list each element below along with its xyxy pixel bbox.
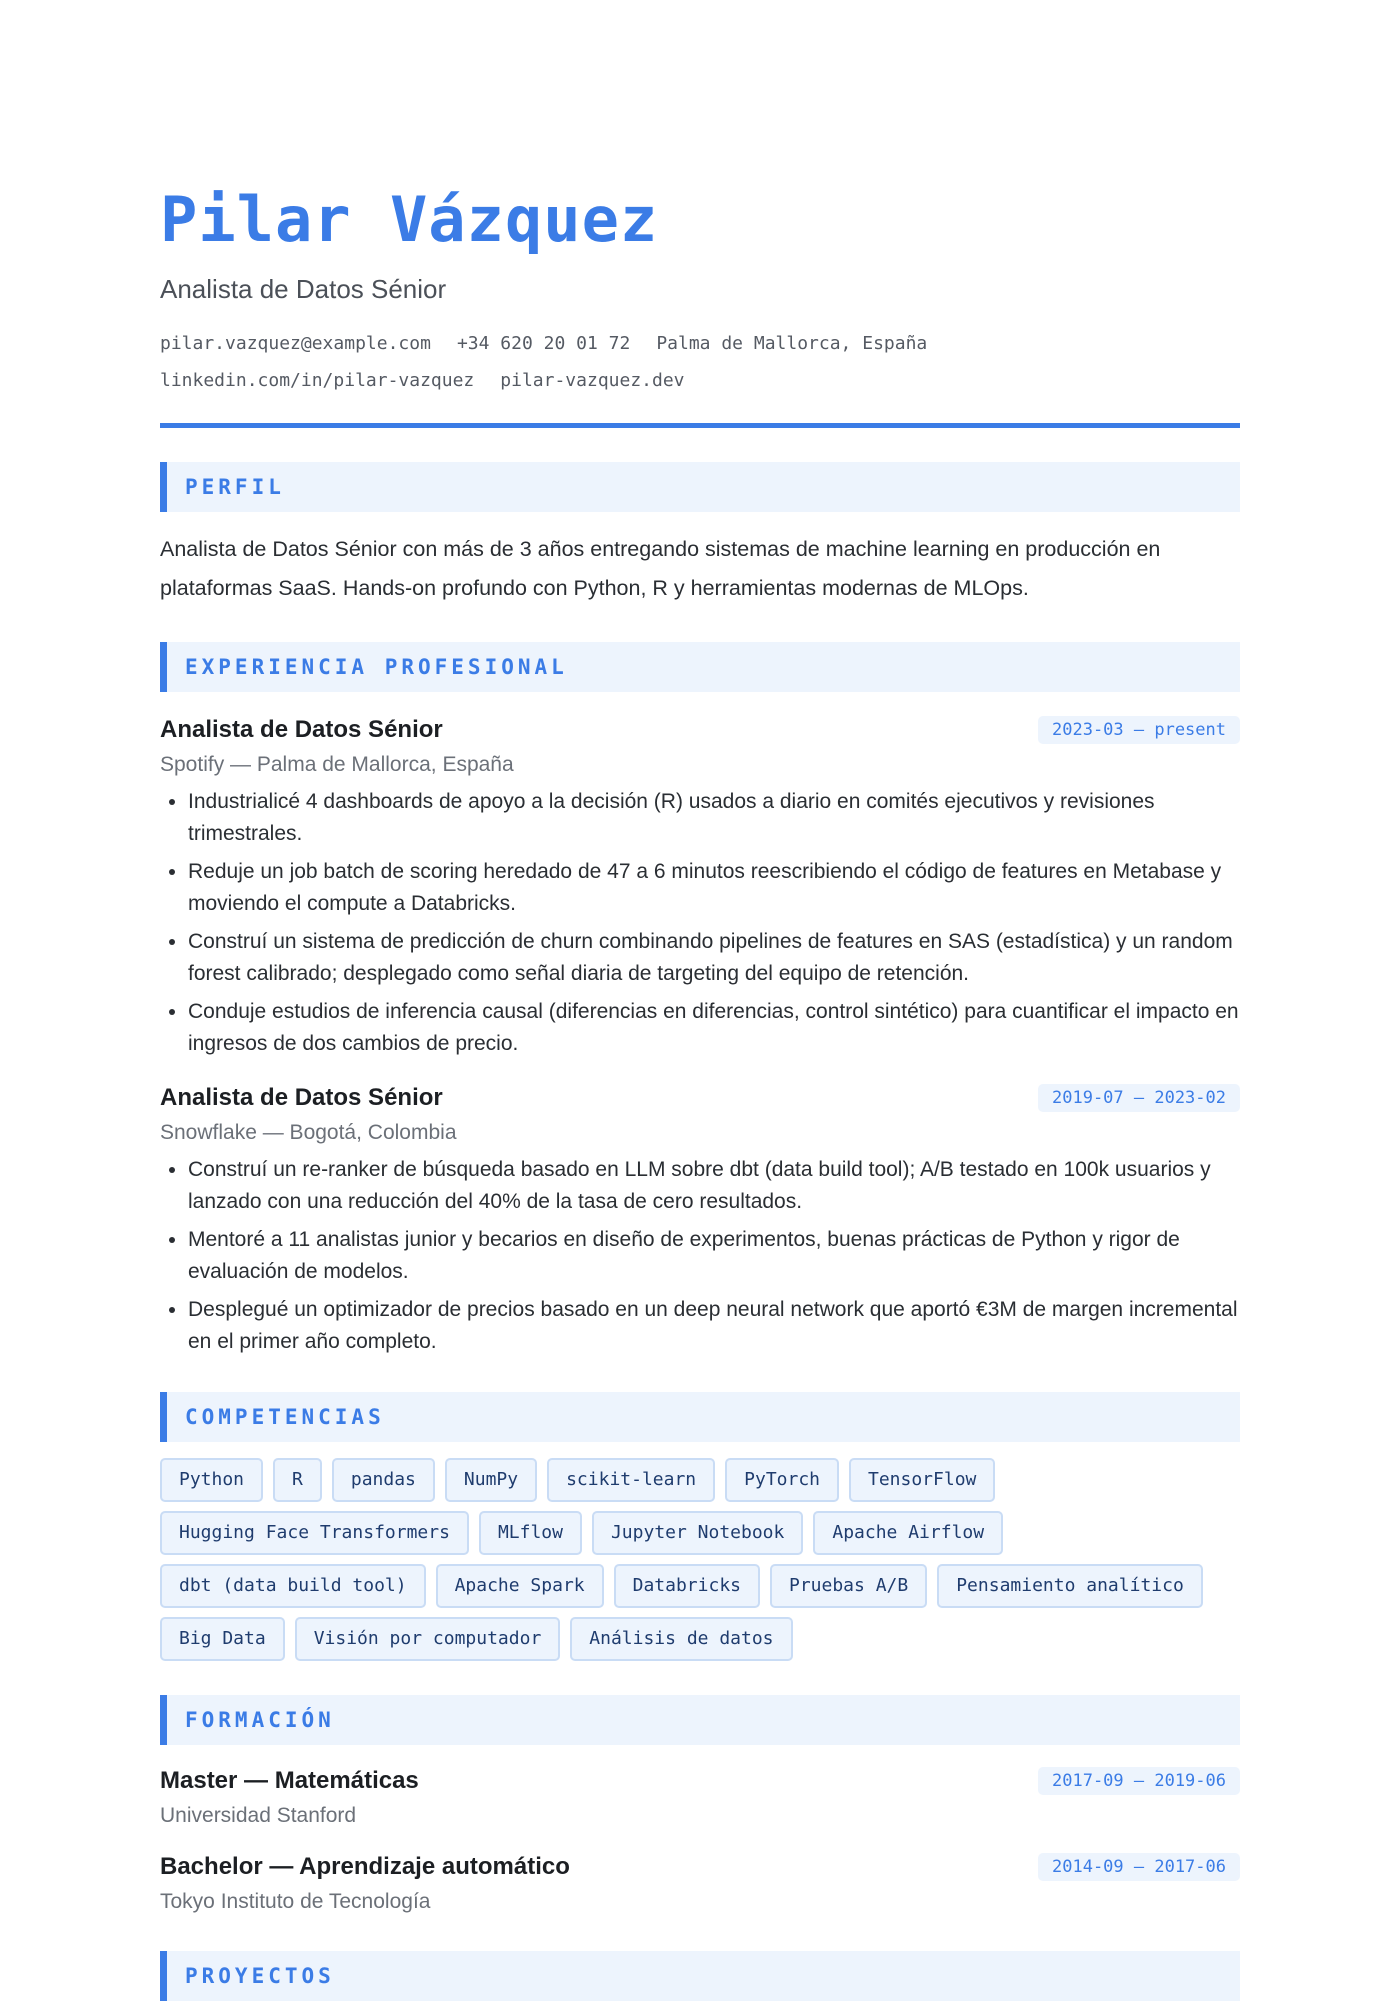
job-title: Analista de Datos Sénior <box>160 716 443 743</box>
skill-chip: NumPy <box>445 1458 537 1502</box>
achievement-list <box>160 1154 1240 1358</box>
skill-chip: Jupyter Notebook <box>592 1511 803 1555</box>
date-range-badge: 2023-03 – present <box>1038 716 1240 744</box>
location: Palma de Mallorca, España <box>656 333 928 354</box>
skill-chip: Apache Airflow <box>813 1511 1003 1555</box>
section-heading-projects: PROYECTOS <box>160 1951 1240 2001</box>
achievement-item: • Industrialicé 4 dashboards de apoyo a la decisión (R) usados a diario en comités ejecutivos y revisiones trimestrales. <box>188 786 1240 850</box>
skill-chip: TensorFlow <box>849 1458 995 1502</box>
website-link[interactable]: pilar-vazquez.dev <box>500 370 685 391</box>
achievement-item: • Construí un re-ranker de búsqueda basado en LLM sobre dbt (data build tool); A/B testado en 100k usuarios y lanzado con una reducción del 40% de la tasa de cero resultados. <box>188 1154 1240 1218</box>
skill-chip: Visión por computador <box>295 1617 561 1661</box>
skill-chip: scikit-learn <box>547 1458 715 1502</box>
school-name: Universidad Stanford <box>160 1804 357 1827</box>
skills-list <box>160 1458 1240 1661</box>
email-link[interactable]: pilar.vazquez@example.com <box>160 333 431 354</box>
skill-chip: Análisis de datos <box>570 1617 792 1661</box>
degree-title: Bachelor — Aprendizaje automático <box>160 1853 570 1880</box>
skill-chip: Big Data <box>160 1617 285 1661</box>
candidate-role: Analista de Datos Sénior <box>160 274 447 304</box>
candidate-name: Pilar Vázquez <box>160 183 659 256</box>
education-entry <box>160 1851 1240 1917</box>
company-location: Snowflake — Bogotá, Colombia <box>160 1121 457 1144</box>
date-range-badge: 2017-09 – 2019-06 <box>1038 1767 1240 1795</box>
skill-chip: Databricks <box>614 1564 760 1608</box>
section-heading-education: FORMACIÓN <box>160 1695 1240 1745</box>
skill-chip: R <box>273 1458 322 1502</box>
phone-number[interactable]: +34 620 20 01 72 <box>456 333 631 354</box>
achievement-list <box>160 786 1240 1060</box>
school-name: Tokyo Instituto de Tecnología <box>160 1890 431 1913</box>
company-location: Spotify — Palma de Mallorca, España <box>160 753 514 776</box>
contact-info <box>160 325 1060 399</box>
job-title: Analista de Datos Sénior <box>160 1084 443 1111</box>
date-range-badge: 2014-09 – 2017-06 <box>1038 1853 1240 1881</box>
experience-entry <box>160 1082 1240 1358</box>
date-range-badge: 2019-07 – 2023-02 <box>1038 1084 1240 1112</box>
achievement-item: • Conduje estudios de inferencia causal (diferencias en diferencias, control sintético) para cuantificar el impacto en ingresos de dos cambios de precio. <box>188 996 1240 1060</box>
achievement-item: • Reduje un job batch de scoring heredado de 47 a 6 minutos reescribiendo el código de features en Metabase y moviendo el compute a Databricks. <box>188 856 1240 920</box>
skill-chip: Pruebas A/B <box>770 1564 927 1608</box>
skill-chip: Hugging Face Transformers <box>160 1511 469 1555</box>
skill-chip: pandas <box>332 1458 435 1502</box>
skill-chip: MLflow <box>479 1511 582 1555</box>
skill-chip: Python <box>160 1458 263 1502</box>
degree-title: Master — Matemáticas <box>160 1767 419 1794</box>
experience-entry <box>160 714 1240 1060</box>
skill-chip: dbt (data build tool) <box>160 1564 426 1608</box>
skill-chip: Apache Spark <box>436 1564 604 1608</box>
skill-chip: Pensamiento analítico <box>937 1564 1203 1608</box>
section-heading-experience: EXPERIENCIA PROFESIONAL <box>160 642 1240 692</box>
linkedin-link[interactable]: linkedin.com/in/pilar-vazquez <box>160 370 475 391</box>
achievement-item: • Construí un sistema de predicción de churn combinando pipelines de features en SAS (estadística) y un random forest calibrado; desplegado como señal diaria de targeting del equipo de retención. <box>188 926 1240 990</box>
section-heading-profile: PERFIL <box>160 462 1240 512</box>
header-divider <box>160 423 1240 428</box>
profile-summary: Analista de Datos Sénior con más de 3 años entregando sistemas de machine learning en producción en plataformas SaaS. Hands-on profundo con Python, R y herramientas modernas de MLOps. <box>160 537 1161 600</box>
achievement-item: • Mentoré a 11 analistas junior y becarios en diseño de experimentos, buenas prácticas de Python y rigor de evaluación de modelos. <box>188 1224 1240 1288</box>
section-heading-skills: COMPETENCIAS <box>160 1392 1240 1442</box>
education-entry <box>160 1765 1240 1831</box>
achievement-item: • Desplegué un optimizador de precios basado en un deep neural network que aportó €3M de margen incremental en el primer año completo. <box>188 1294 1240 1358</box>
skill-chip: PyTorch <box>725 1458 839 1502</box>
